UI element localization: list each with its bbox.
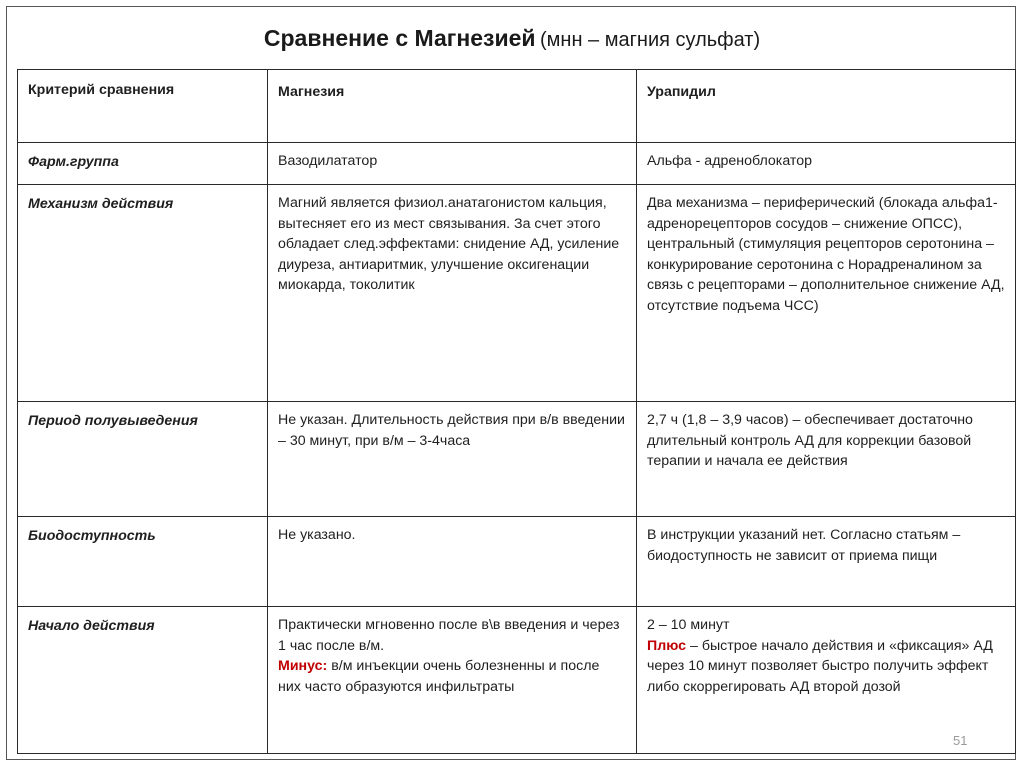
page-number: 51 (953, 733, 968, 748)
minus-label: Минус: (278, 658, 328, 674)
table-row (18, 185, 1016, 402)
criterion-cell: Механизм действия (18, 185, 268, 402)
criterion-cell: Фарм.группа (18, 143, 268, 185)
urapidil-onset-text: 2 – 10 минут (647, 617, 730, 633)
table-row (18, 517, 1016, 607)
slide (6, 6, 1016, 760)
header-urapidil: Урапидил (637, 70, 1016, 143)
header-magnesia: Магнезия (268, 70, 637, 143)
criterion-cell: Начало действия (18, 607, 268, 754)
table-header-row (18, 70, 1016, 143)
table-row (18, 402, 1016, 517)
magnesia-cell (268, 607, 637, 754)
title-subtitle: (мнн – магния сульфат) (540, 29, 761, 51)
urapidil-cell: Два механизма – периферический (блокада альфа1-адренорецепторов сосудов – снижение ОПСС), центральный (стимуляция рецепторов серотонина – конкурирование серотонина с Норадреналином за связь с рецепторами – дополнительное снижение АД, отсутствие подъема ЧСС) (637, 185, 1016, 402)
magnesia-cell: Вазодилататор (268, 143, 637, 185)
urapidil-cell: Альфа - адреноблокатор (637, 143, 1016, 185)
magnesia-cell: Не указан. Длительность действия при в/в введении – 30 минут, при в/м – 3-4часа (268, 402, 637, 517)
urapidil-cell (637, 607, 1016, 754)
comparison-table (17, 69, 1016, 754)
urapidil-cell: В инструкции указаний нет. Согласно статьям – биодоступность не зависит от приема пищи (637, 517, 1016, 607)
page-title (7, 25, 1017, 52)
urapidil-onset-rest: – быстрое начало действия и «фиксация» АД через 10 минут позволяет быстро получить эффект либо скоррегировать АД второй дозой (647, 637, 993, 695)
magnesia-cell: Магний является физиол.анатагонистом кальция, вытесняет его из мест связывания. За счет этого обладает след.эффектами: снидение АД, усиление диуреза, антиаритмик, улучшение оксигенации миокарда, токолитик (268, 185, 637, 402)
header-criterion: Критерий сравнения (18, 70, 268, 143)
table-row (18, 143, 1016, 185)
magnesia-onset-rest: в/м инъекции очень болезненны и после них часто образуются инфильтраты (278, 658, 600, 695)
title-main: Сравнение с Магнезией (263, 25, 536, 51)
magnesia-onset-text: Практически мгновенно после в\в введения и через 1 час после в/м. (278, 617, 620, 654)
criterion-cell: Период полувыведения (18, 402, 268, 517)
criterion-cell: Биодоступность (18, 517, 268, 607)
plus-label: Плюс (647, 637, 687, 654)
urapidil-cell: 2,7 ч (1,8 – 3,9 часов) – обеспечивает достаточно длительный контроль АД для коррекции базовой терапии и начала ее действия (637, 402, 1016, 517)
magnesia-cell: Не указано. (268, 517, 637, 607)
table-row (18, 607, 1016, 754)
